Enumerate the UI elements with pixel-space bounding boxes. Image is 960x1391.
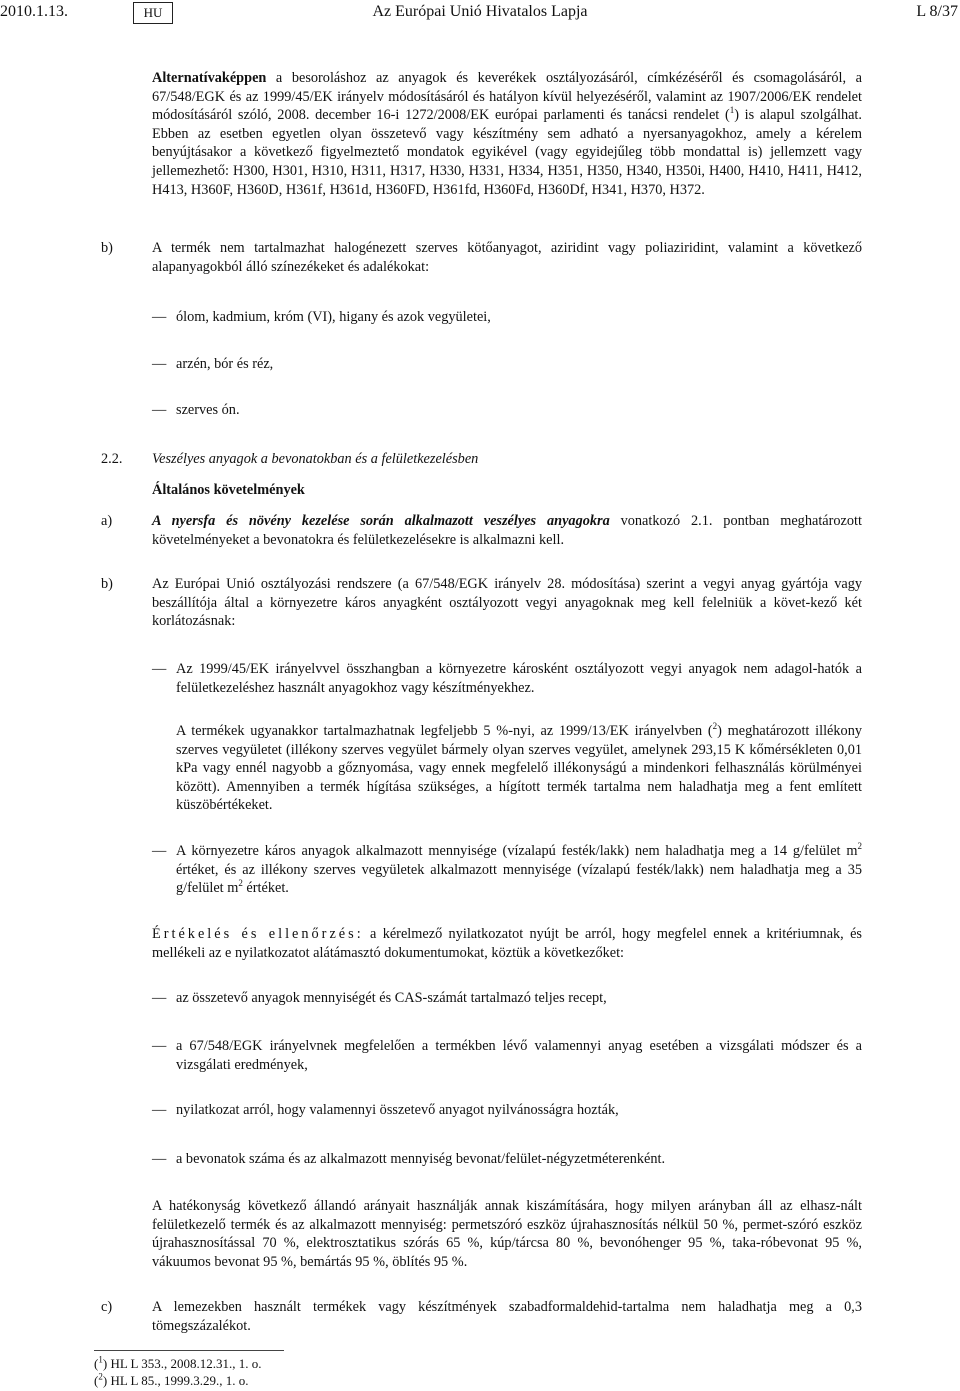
dash-marker: — (152, 990, 167, 1006)
restriction-2-text-c: értéket. (242, 880, 289, 897)
superscript: 2 (857, 841, 862, 852)
dash-marker: — (152, 1038, 167, 1054)
footnote-1: ($^1$) HL L 353., 2008.12.31., 1. o. (94, 1354, 262, 1371)
dash-restriction-1: Az 1999/45/EK irányelvvel összhangban a környezetre károsként osztályozott vegyi anyagok nem adagol-hatók a felületkezeléshez használt anyagokhoz vagy készítményekhez. (176, 661, 862, 696)
list-item: a bevonatok száma és az alkalmazott mennyiség bevonat/felület-négyzetméterenként. (176, 1151, 666, 1167)
item-a-label: a) (101, 513, 113, 529)
item-b-label: b) (101, 240, 113, 256)
footnote-text: HL L 85., 1999.3.29., 1. o. (110, 1373, 249, 1388)
list-item: nyilatkozat arról, hogy valamennyi összetevő anyagot nyilvánosságra hozták, (176, 1102, 619, 1118)
item-a-emphasis: A nyersfa és növény kezelése során alkalmazott veszélyes anyagokra (152, 513, 610, 529)
dash-marker: — (152, 843, 167, 859)
restriction-2-text-a: A környezetre káros anyagok alkalmazott mennyisége (vízalapú festék/lakk) nem haladhatja meg a 14 g/felület m (176, 843, 858, 859)
intro-text-2: ) is alapul szolgálhat. Ebben az esetben egyetlen olyan összetevő vagy készítmény sem adható a nyersanyagokhoz, amely a kérelem benyújtásakor a következő figyelmeztető mondatok egyikével (vagy egyidejűleg több mondattal is) jellemzett vagy jellemezhető: H300, H301, H310, H311, H317, H330, H331, H334, H351, H350, H340, H350i, H400, H410, H411, H412, H413, H360F, H360D, H361f, H361d, H360FD, H361fd, H360Fd, H360Df, H341, H370, H372. (152, 107, 862, 198)
section-number: 2.2. (101, 451, 123, 467)
evaluation-lead: Értékelés és ellenőrzés: (152, 926, 364, 942)
list-item: ólom, kadmium, króm (VI), higany és azok vegyületei, (176, 309, 491, 325)
item-a-body: vonatkozó 2.1. pontban meghatározott követelményeket a bevonatokra és felületkezelésekre is alkalmazni kell. (152, 513, 862, 548)
item-b2-label: b) (101, 576, 113, 592)
dash-marker: — (152, 402, 167, 418)
dash-marker: — (152, 356, 167, 372)
item-b2-text: Az Európai Unió osztályozási rendszere (a 67/548/EGK irányelv 28. módosítása) szerint a vegyi anyag gyártója vagy beszállítója által a környezetre káros anyagként osztályozott vegyi anyagoknak meg kell felelniük a követ-kező két korlátozásnak: (152, 576, 862, 630)
evaluation-text: a kérelmező nyilatkozatot nyújt be arról, hogy megfelel ennek a kritériumnak, és mellékeli az e nyilatkozatot alátámasztó dokumentumokat, köztük a következőket: (152, 926, 862, 961)
journal-title: Az Európai Unió Hivatalos Lapja (372, 3, 588, 20)
voc-text-1: A termékek ugyanakkor tartalmazhatnak legfeljebb 5 %-nyi, az 1999/13/EK irányelvben ( (176, 723, 713, 739)
dash-marker: — (152, 661, 167, 677)
dash-marker: — (152, 1151, 167, 1167)
item-b-text: A termék nem tartalmazhat halogénezett szerves kötőanyagot, aziridint vagy poliaziridint, valamint a következő alapanyagokból álló színezékeket és adalékokat: (152, 240, 862, 275)
intro-text-1: a besoroláshoz az anyagok és keverékek osztályozásáról, címkézéséről és csomagolásáról, a 67/548/EGK és az 1999/45/EK irányelv módosításáról és hatályon kívül helyezéséről, valamint az 1907/2006/EK rendelet módosításáról szóló, 2008. december 16-i 1272/2008/EK európai parlamenti és tanácsi rendelet ( (152, 70, 862, 124)
publication-date: 2010.1.13. (0, 3, 68, 20)
section-title: Veszélyes anyagok a bevonatokban és a felületkezelésben (152, 451, 479, 467)
item-c-label: c) (101, 1299, 113, 1315)
restriction-2-text-b: értéket, és az illékony szerves vegyületek alkalmazott mennyisége (vízalapú festék/lakk) nem haladhatja meg a 35 g/felület m (176, 861, 862, 897)
efficiency-paragraph: A hatékonyság következő állandó arányait használják annak kiszámítására, hogy milyen arányban áll az elhasz-nált felületkezelő termék és az alkalmazott mennyiség: permetszóró eszköz újrahasznosítás nélkül 50 %, permet-szóró eszköz újrahasznosítással 70 %, elektrosztatikus szórás 65 %, kúp/tárcsa 80 %, bevonóhenger 95 %, taka-róbevonat 95 %, vákuumos bevonat 95 %, bemártás 95 %, öblítés 95 %. (152, 1198, 862, 1270)
footnote-ref-1[interactable]: 1 (729, 105, 735, 116)
dash-marker: — (152, 1102, 167, 1118)
footnote-2: ($^2$) HL L 85., 1999.3.29., 1. o. (94, 1371, 249, 1388)
page-number: L 8/37 (916, 3, 958, 20)
dash-marker: — (152, 309, 167, 325)
footnote-mark: 1 (98, 1354, 103, 1365)
voc-paragraph (176, 722, 862, 815)
general-requirements-heading: Általános követelmények (152, 482, 305, 498)
list-item: az összetevő anyagok mennyiségét és CAS-számát tartalmazó teljes recept, (176, 990, 607, 1006)
footnote-ref-2[interactable]: 2 (712, 721, 718, 732)
language-badge: HU (133, 2, 173, 24)
page-header (0, 3, 960, 25)
footnote-text: HL L 353., 2008.12.31., 1. o. (110, 1356, 262, 1371)
list-item: arzén, bór és réz, (176, 356, 274, 372)
evaluation-paragraph (152, 925, 862, 962)
dash-restriction-2 (176, 842, 862, 898)
footnote-divider (94, 1350, 284, 1351)
list-item: szerves ón. (176, 402, 240, 418)
list-item: a 67/548/EGK irányelvnek megfelelően a termékben lévő valamennyi anyag esetében a vizsgálati módszer és a vizsgálati eredmények, (176, 1038, 862, 1073)
footnote-mark: 2 (98, 1371, 103, 1382)
intro-lead: Alternatívaképpen (152, 70, 267, 86)
superscript: 2 (238, 878, 243, 889)
intro-paragraph (152, 69, 862, 199)
item-a-text (152, 512, 862, 549)
item-c-text: A lemezekben használt termékek vagy készítmények szabadformaldehid-tartalma nem haladhatja meg a 0,3 tömegszázalékot. (152, 1299, 862, 1334)
voc-text-2: ) meghatározott illékony szerves vegyületet (illékony szerves vegyület bármely olyan szerves vegyület, amelynek 293,15 K kőmérsékleten 0,01 kPa vagy ennél nagyobb a gőznyomása, vagy ennek megfelelő illékonyságú a mindenkori felhasználás körülményei között). Amennyiben a termék hígítása szükséges, a hígított termék tartalma nem haladhatja meg a fent említett küszöbértékeket. (176, 723, 862, 814)
